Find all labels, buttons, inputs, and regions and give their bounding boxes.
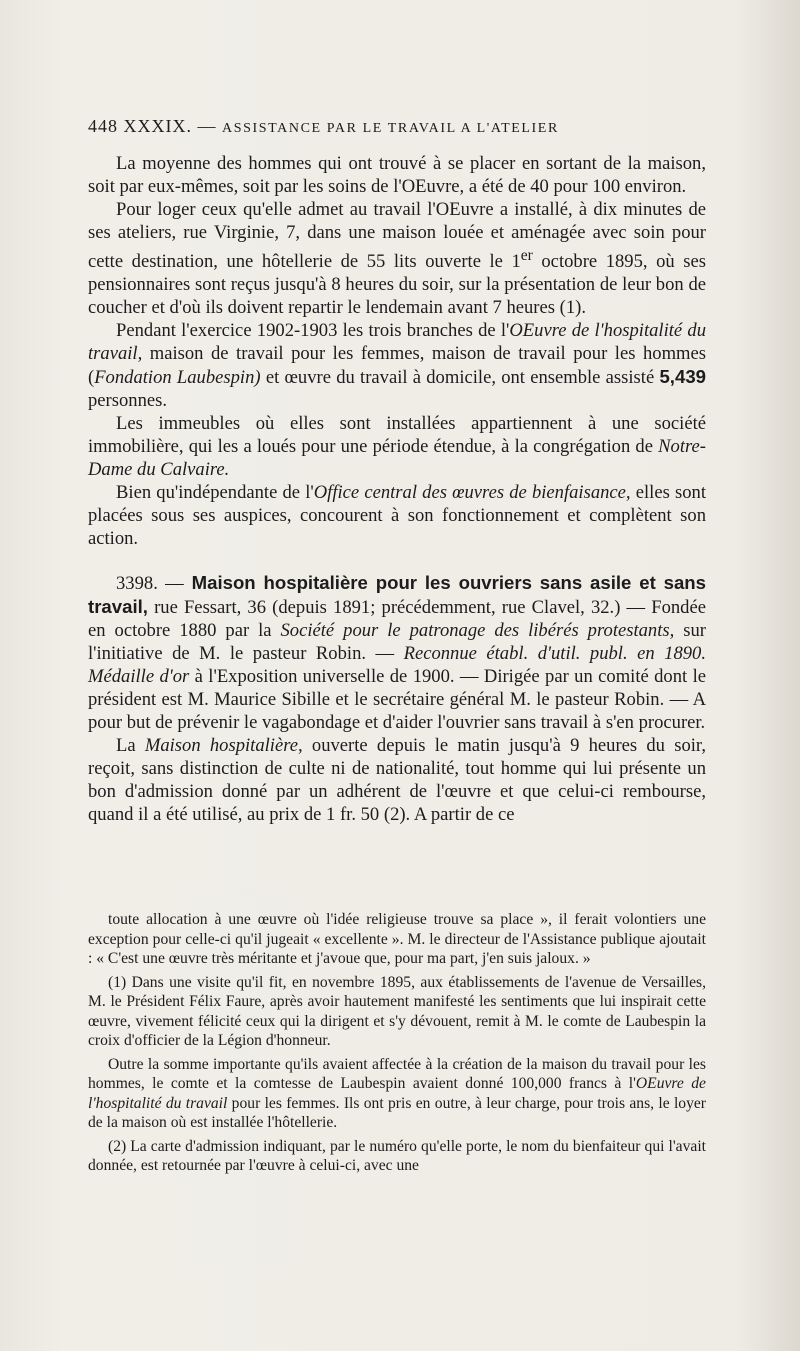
paragraph-placement-average: La moyenne des hommes qui ont trouvé à se placer en sortant de la maison, soit par eux-mêmes, soit par les soins de l'OEuvre, a été de 40 pour 100 environ. — [88, 153, 706, 197]
entry-title: Maison hospitalière pour les ouvriers sans asile et sans travail, — [88, 572, 707, 618]
footnote-1: (1) Dans une visite qu'il fit, en novembre 1895, aux établissements de l'avenue de Versailles, M. le Président Félix Faure, après avoir hautement manifesté les sentiments que lui inspirait cette œuvre, vivement félicité ceux qui la dirigent et s'y dévouent, remit à M. le comte de Laubespin la croix d'officier de la Légion d'honneur. — [88, 973, 706, 1049]
running-header — [88, 116, 706, 137]
paragraph-exercice: Pendant l'exercice 1902-1903 les trois branches de l'OEuvre de l'hospitalité du travail, maison de travail pour les femmes, maison de travail pour les hommes (Fondation Laubespin) et œuvre du travail à domicile, ont ensemble assisté 5,439 personnes. — [88, 320, 706, 412]
main-text — [88, 152, 706, 826]
header-dash: — — [197, 116, 217, 136]
paragraph-office-central: Bien qu'indépendante de l'Office central des œuvres de bienfaisance, elles sont placées sous ses auspices, concourent à son fonctionnement et complètent son action. — [88, 482, 706, 550]
entry-number: 3398. — — [116, 573, 184, 595]
footnote-continuation: toute allocation à une œuvre où l'idée religieuse trouve sa place », il ferait volontiers une exception pour celle-ci qu'il jugeait « excellente ». M. le directeur de l'Assistance publique ajoutait : « C'est une œuvre très méritante et j'avoue que, pour ma part, j'en suis jaloux. » — [88, 911, 706, 967]
footnote-1-continued: Outre la somme importante qu'ils avaient affectée à la création de la maison du travail pour les hommes, le comte et la comtesse de Laubespin avaient donné 100,000 francs à l'OEuvre de l'hospitalité du travail pour les femmes. Ils ont pris en outre, à leur charge, pour trois ans, le loyer de la maison où est installée l'hôtellerie. — [88, 1055, 706, 1131]
footnotes — [88, 910, 706, 1176]
page-number: 448 — [88, 116, 118, 136]
paragraph-hotellerie: Pour loger ceux qu'elle admet au travail l'OEuvre a installé, à dix minutes de ses ateliers, rue Virginie, 7, dans une maison louée et aménagée avec soin pour cette destination, une hôtellerie de 55 lits ouverte le 1er octobre 1895, où ses pensionnaires sont reçus jusqu'à 8 heures du soir, sur la présentation de leur bon de coucher et d'où ils doivent repartir le lendemain avant 7 heures (1). — [88, 199, 706, 319]
paragraph-maison-hospitaliere: La Maison hospitalière, ouverte depuis le matin jusqu'à 9 heures du soir, reçoit, sans distinction de culte ni de nationalité, tout homme qui lui présente un bon d'admission donné par un adhérent de l'œuvre et que celui-ci rembourse, quand il a été utilisé, au prix de 1 fr. 50 (2). A partir de ce — [88, 735, 706, 826]
chapter-number: XXXIX. — [123, 116, 192, 136]
superscript-er: er — [520, 247, 533, 264]
entry-3398: 3398. — Maison hospitalière pour les ouvriers sans asile et sans travail, rue Fessart, 36 (depuis 1891; précédemment, rue Clavel, 32.) — Fondée en octobre 1880 par la Société pour le patronage des libérés protestants, sur l'initiative de M. le pasteur Robin. — Reconnue établ. d'util. publ. en 1890. Médaille d'or à l'Exposition universelle de 1900. — Dirigée par un comité dont le président est M. Maurice Sibille et le secrétaire général M. le pasteur Robin. — A pour but de prévenir le vagabondage et d'aider l'ouvrier sans travail à s'en procurer. — [88, 572, 707, 734]
paragraph-immeubles: Les immeubles où elles sont installées appartiennent à une société immobilière, qui les a loués pour une période étendue, à la congrégation de Notre-Dame du Calvaire. — [88, 413, 706, 481]
running-title: ASSISTANCE PAR LE TRAVAIL A L'ATELIER — [222, 121, 559, 136]
persons-count: 5,439 — [659, 366, 706, 388]
footnote-2: (2) La carte d'admission indiquant, par le numéro qu'elle porte, le nom du bienfaiteur qui l'avait donnée, est retournée par l'œuvre à celui-ci, avec une — [88, 1137, 706, 1174]
